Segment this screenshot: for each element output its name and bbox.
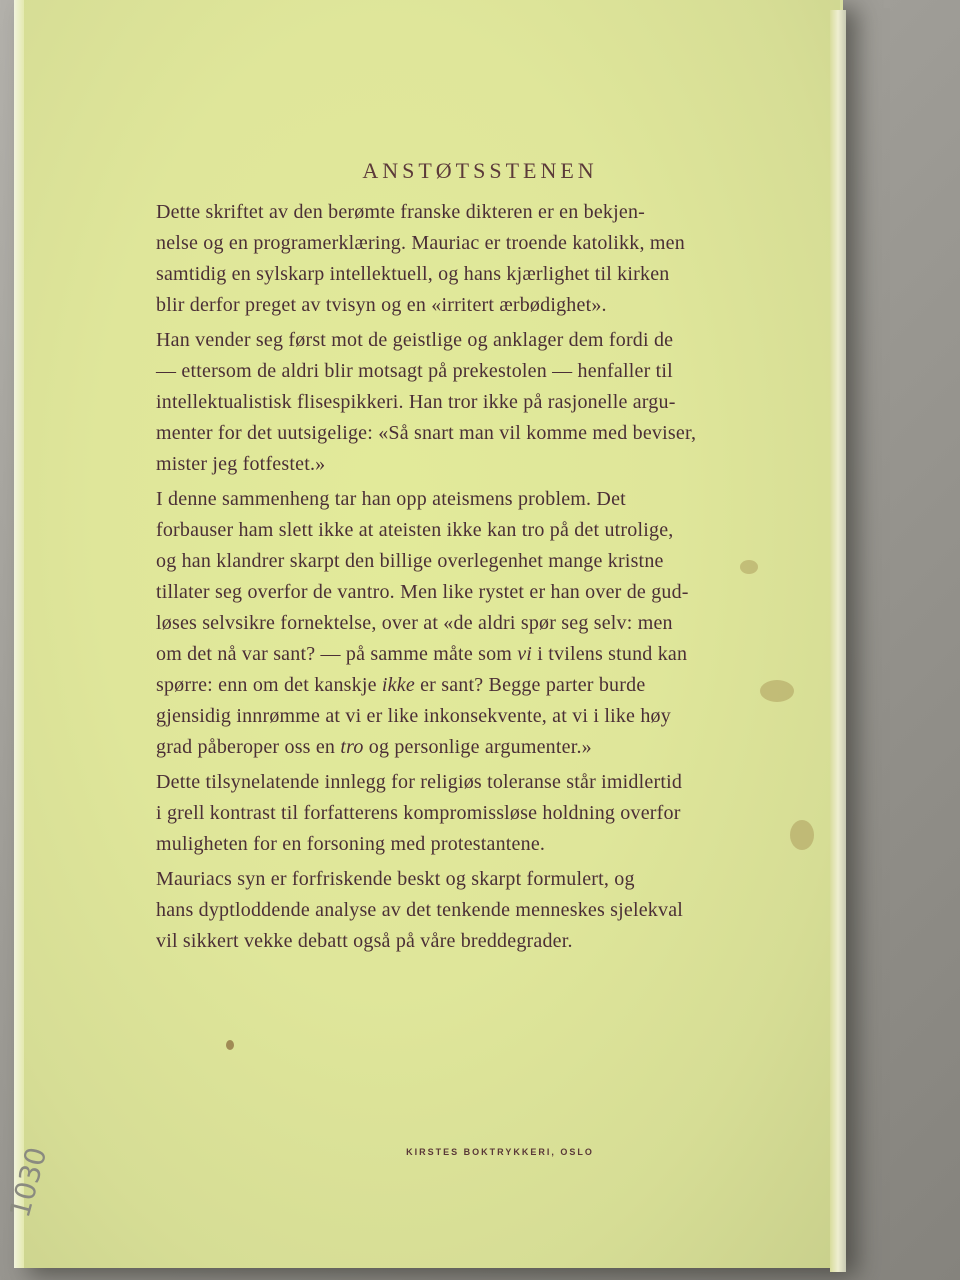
blurb-paragraph xyxy=(156,767,764,860)
book-spine-edge xyxy=(14,0,24,1268)
blurb-paragraph xyxy=(156,325,764,480)
stain xyxy=(226,1040,234,1050)
text-line: — ettersom de aldri blir motsagt på prekestolen — henfaller til xyxy=(156,360,673,382)
text-line: menter for det uutsigelige: «Så snart man vil komme med beviser, xyxy=(156,422,697,444)
blurb-paragraph xyxy=(156,484,764,763)
text-line: grad påberoper oss en tro og personlige argumenter.» xyxy=(156,736,592,758)
text-line: blir derfor preget av tvisyn og en «irritert ærbødighet». xyxy=(156,294,607,316)
text-line: nelse og en programerklæring. Mauriac er troende katolikk, men xyxy=(156,232,685,254)
text-line: Mauriacs syn er forfriskende beskt og skarpt formulert, og xyxy=(156,868,635,890)
text-line: hans dyptloddende analyse av det tenkende menneskes sjelekval xyxy=(156,899,684,921)
text-line: samtidig en sylskarp intellektuell, og hans kjærlighet til kirken xyxy=(156,263,670,285)
text-line: Han vender seg først mot de geistlige og anklager dem fordi de xyxy=(156,329,674,351)
text-line: om det nå var sant? — på samme måte som vi i tvilens stund kan xyxy=(156,643,688,665)
stain xyxy=(760,680,794,702)
text-line: tillater seg overfor de vantro. Men like rystet er han over de gud- xyxy=(156,581,689,603)
text-line: løses selvsikre fornektelse, over at «de aldri spør seg selv: men xyxy=(156,612,673,634)
text-line: muligheten for en forsoning med protestantene. xyxy=(156,833,546,855)
blurb-text xyxy=(156,197,764,961)
text-line: mister jeg fotfestet.» xyxy=(156,453,326,475)
stain xyxy=(790,820,814,850)
book-title: ANSTØTSSTENEN xyxy=(362,158,598,183)
text-line: vil sikkert vekke debatt også på våre breddegrader. xyxy=(156,930,573,952)
text-line: i grell kontrast til forfatterens kompromissløse holdning overfor xyxy=(156,802,681,824)
page-edges xyxy=(830,10,846,1272)
pencil-handwriting: 1030 xyxy=(3,1143,54,1222)
text-line: Dette skriftet av den berømte franske dikteren er en bekjen- xyxy=(156,201,646,223)
blurb-paragraph xyxy=(156,197,764,321)
text-line: spørre: enn om det kanskje ikke er sant? Begge parter burde xyxy=(156,674,646,696)
text-line: intellektualistisk flisespikkeri. Han tror ikke på rasjonelle argu- xyxy=(156,391,676,413)
text-line: I denne sammenheng tar han opp ateismens problem. Det xyxy=(156,488,626,510)
blurb-paragraph xyxy=(156,864,764,957)
text-line: Dette tilsynelatende innlegg for religiøs toleranse står imidlertid xyxy=(156,771,683,793)
text-line: gjensidig innrømme at vi er like inkonsekvente, at vi i like høy xyxy=(156,705,671,727)
text-line: og han klandrer skarpt den billige overlegenhet mange kristne xyxy=(156,550,664,572)
printer-imprint: KIRSTES BOKTRYKKERI, OSLO xyxy=(406,1147,594,1157)
text-line: forbauser ham slett ikke at ateisten ikke kan tro på det utrolige, xyxy=(156,519,674,541)
